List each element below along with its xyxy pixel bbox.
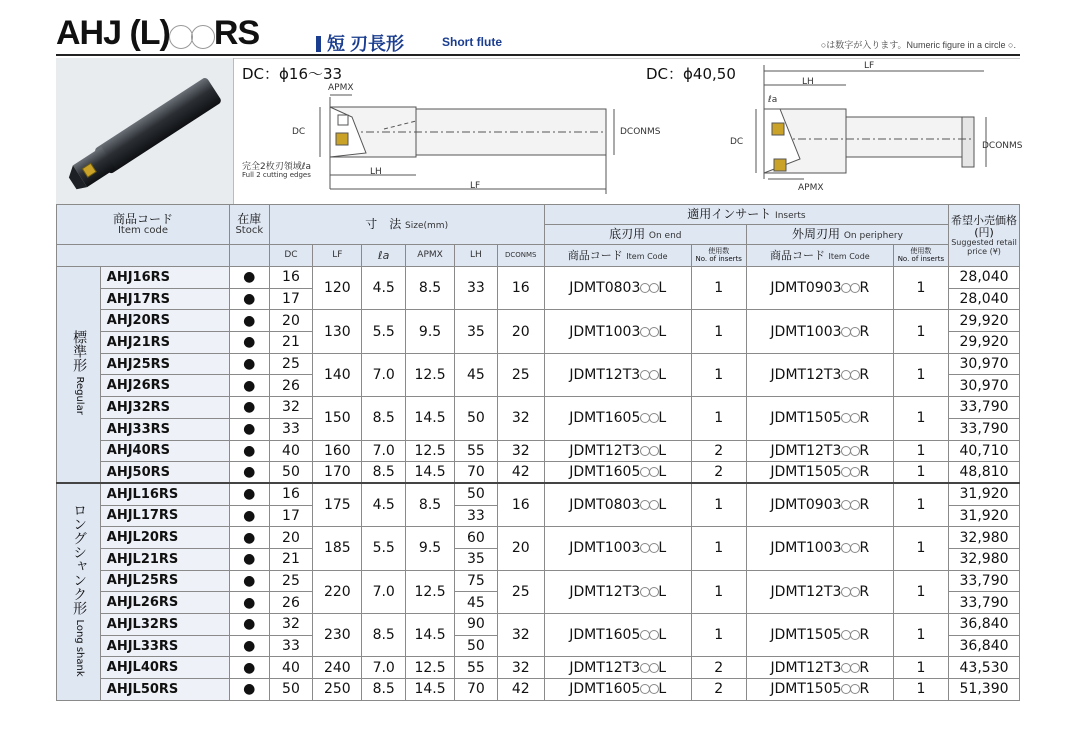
apmx-cell: 12.5 [406, 353, 455, 396]
periphery-insert-code-cell: JDMT1003 R [746, 527, 893, 570]
periphery-insert-code-cell: JDMT1505 R [746, 679, 893, 701]
end-insert-code-cell: JDMT1605 L [544, 679, 691, 701]
label-apmx-large: APMX [798, 183, 824, 193]
stock-cell: ● [229, 462, 269, 484]
apmx-cell: 14.5 [406, 679, 455, 701]
header-inserts: 適用インサート Inserts [544, 205, 948, 225]
table-row [57, 614, 1020, 636]
periphery-insert-code-cell: JDMT1505 R [746, 462, 893, 484]
lh-cell: 75 [455, 570, 498, 592]
stock-cell: ● [229, 505, 269, 527]
header-end-qty: 使用数 No. of inserts [691, 245, 746, 267]
stock-cell: ● [229, 527, 269, 549]
item-code-cell: AHJL40RS [100, 657, 229, 679]
placeholder-circle-icon [850, 630, 860, 640]
end-mill-photo-icon [56, 58, 234, 204]
header-on-periphery: 外周刃用 On periphery [746, 225, 948, 245]
item-code-cell: AHJ20RS [100, 310, 229, 332]
placeholder-circles-icon [170, 16, 214, 55]
price-cell: 33,790 [949, 592, 1020, 614]
item-code-cell: AHJ16RS [100, 267, 229, 289]
dconms-cell: 32 [497, 614, 544, 657]
dconms-cell: 42 [497, 679, 544, 701]
stock-cell: ● [229, 657, 269, 679]
end-qty-cell: 1 [691, 310, 746, 353]
periphery-insert-code-cell: JDMT12T3 R [746, 657, 893, 679]
lf-cell: 130 [313, 310, 362, 353]
periphery-insert-code-cell: JDMT1003 R [746, 310, 893, 353]
item-code-cell: AHJ26RS [100, 375, 229, 397]
apmx-cell: 12.5 [406, 440, 455, 462]
label-la-large: ℓa [768, 95, 778, 105]
dc-cell: 17 [269, 288, 313, 310]
item-code-cell: AHJ21RS [100, 332, 229, 354]
header-periphery-qty: 使用数 No. of inserts [893, 245, 948, 267]
placeholder-circle-icon [850, 467, 860, 477]
dc-cell: 40 [269, 440, 313, 462]
stock-cell: ● [229, 483, 269, 505]
la-cell: 5.5 [362, 527, 406, 570]
lh-cell: 50 [455, 483, 498, 505]
periphery-insert-code-cell: JDMT0903 R [746, 483, 893, 526]
dc-cell: 17 [269, 505, 313, 527]
dconms-cell: 20 [497, 310, 544, 353]
lf-cell: 250 [313, 679, 362, 701]
table-row [57, 527, 1020, 549]
apmx-cell: 14.5 [406, 614, 455, 657]
dc-cell: 33 [269, 418, 313, 440]
placeholder-circle-icon [850, 283, 860, 293]
item-code-cell: AHJL50RS [100, 679, 229, 701]
lh-cell: 33 [455, 267, 498, 310]
table-row [57, 397, 1020, 419]
lf-cell: 240 [313, 657, 362, 679]
subtitle-ja: 短 刃長形 [316, 30, 404, 56]
end-insert-code-cell: JDMT1003 L [544, 527, 691, 570]
stock-cell: ● [229, 440, 269, 462]
dc-cell: 21 [269, 548, 313, 570]
lh-cell: 45 [455, 353, 498, 396]
la-cell: 8.5 [362, 397, 406, 440]
lh-cell: 50 [455, 397, 498, 440]
end-insert-code-cell: JDMT12T3 L [544, 440, 691, 462]
lh-cell: 55 [455, 440, 498, 462]
subtitle-en: Short flute [442, 35, 502, 49]
dc-cell: 25 [269, 570, 313, 592]
periphery-qty-cell: 1 [893, 527, 948, 570]
stock-cell: ● [229, 397, 269, 419]
stock-cell: ● [229, 570, 269, 592]
apmx-cell: 14.5 [406, 397, 455, 440]
header-lf: LF [313, 245, 362, 267]
dc-cell: 16 [269, 267, 313, 289]
price-cell: 51,390 [949, 679, 1020, 701]
lf-cell: 150 [313, 397, 362, 440]
lh-cell: 33 [455, 505, 498, 527]
group-long-shank: ロングシャンク形 Long shank [57, 483, 101, 700]
lh-cell: 90 [455, 614, 498, 636]
item-code-cell: AHJL25RS [100, 570, 229, 592]
lf-cell: 160 [313, 440, 362, 462]
label-lh: LH [370, 167, 382, 177]
price-cell: 31,920 [949, 505, 1020, 527]
placeholder-circle-icon [850, 500, 860, 510]
item-code-cell: AHJL17RS [100, 505, 229, 527]
price-cell: 30,970 [949, 375, 1020, 397]
end-insert-code-cell: JDMT1003 L [544, 310, 691, 353]
header-stock: 在庫 Stock [229, 205, 269, 245]
header-end-code: 商品コード Item Code [544, 245, 691, 267]
item-code-cell: AHJ25RS [100, 353, 229, 375]
la-cell: 7.0 [362, 657, 406, 679]
periphery-qty-cell: 1 [893, 267, 948, 310]
label-lf-large: LF [864, 61, 875, 71]
periphery-qty-cell: 1 [893, 570, 948, 613]
label-dc: DC [292, 127, 306, 137]
la-cell: 7.0 [362, 570, 406, 613]
lf-cell: 120 [313, 267, 362, 310]
table-row [57, 353, 1020, 375]
periphery-insert-code-cell: JDMT12T3 R [746, 353, 893, 396]
stock-cell: ● [229, 353, 269, 375]
stock-cell: ● [229, 332, 269, 354]
dc-cell: 26 [269, 375, 313, 397]
placeholder-circle-icon [850, 543, 860, 553]
dc-cell: 32 [269, 397, 313, 419]
periphery-qty-cell: 1 [893, 462, 948, 484]
stock-cell: ● [229, 310, 269, 332]
periphery-qty-cell: 1 [893, 483, 948, 526]
label-cutting-edge-en: Full 2 cutting edges [242, 171, 311, 179]
end-insert-code-cell: JDMT12T3 L [544, 353, 691, 396]
dc-cell: 25 [269, 353, 313, 375]
lf-cell: 140 [313, 353, 362, 396]
dconms-cell: 42 [497, 462, 544, 484]
apmx-cell: 9.5 [406, 310, 455, 353]
periphery-qty-cell: 1 [893, 440, 948, 462]
group-regular: 標準形 Regular [57, 267, 101, 484]
label-lf: LF [470, 181, 481, 191]
end-qty-cell: 2 [691, 679, 746, 701]
end-qty-cell: 1 [691, 353, 746, 396]
header-on-end: 底刃用 On end [544, 225, 746, 245]
item-code-cell: AHJL20RS [100, 527, 229, 549]
dimension-drawing [234, 58, 1023, 204]
price-cell: 33,790 [949, 397, 1020, 419]
periphery-insert-code-cell: JDMT1505 R [746, 397, 893, 440]
stock-cell: ● [229, 267, 269, 289]
price-cell: 33,790 [949, 418, 1020, 440]
placeholder-circle-icon [850, 684, 860, 694]
end-insert-code-cell: JDMT12T3 L [544, 570, 691, 613]
header-dconms: DCONMS [497, 245, 544, 267]
item-code-cell: AHJ40RS [100, 440, 229, 462]
table-row [57, 462, 1020, 484]
subtitle-bar-icon [316, 36, 321, 52]
end-qty-cell: 2 [691, 462, 746, 484]
lh-cell: 60 [455, 527, 498, 549]
periphery-insert-code-cell: JDMT0903 R [746, 267, 893, 310]
end-qty-cell: 1 [691, 614, 746, 657]
lh-cell: 35 [455, 548, 498, 570]
stock-cell: ● [229, 375, 269, 397]
end-insert-code-cell: JDMT12T3 L [544, 657, 691, 679]
label-cutting-edge-ja: 完全2枚刃領域ℓa [242, 162, 311, 172]
dconms-cell: 32 [497, 397, 544, 440]
dconms-cell: 25 [497, 353, 544, 396]
la-cell: 4.5 [362, 267, 406, 310]
periphery-insert-code-cell: JDMT12T3 R [746, 440, 893, 462]
table-row [57, 570, 1020, 592]
la-cell: 7.0 [362, 353, 406, 396]
header-price: 希望小売価格(円) Suggested retail price (¥) [949, 205, 1020, 267]
lh-cell: 70 [455, 679, 498, 701]
header-dc: DC [269, 245, 313, 267]
apmx-cell: 12.5 [406, 570, 455, 613]
item-code-cell: AHJL21RS [100, 548, 229, 570]
header-lh: LH [455, 245, 498, 267]
lf-cell: 170 [313, 462, 362, 484]
periphery-qty-cell: 1 [893, 353, 948, 396]
end-qty-cell: 1 [691, 397, 746, 440]
table-row [57, 440, 1020, 462]
price-cell: 30,970 [949, 353, 1020, 375]
dconms-cell: 16 [497, 267, 544, 310]
price-cell: 33,790 [949, 570, 1020, 592]
apmx-cell: 9.5 [406, 527, 455, 570]
price-cell: 29,920 [949, 332, 1020, 354]
end-qty-cell: 1 [691, 483, 746, 526]
spec-table [56, 204, 1020, 701]
label-dc-large: DC [730, 137, 744, 147]
la-cell: 4.5 [362, 483, 406, 526]
dconms-cell: 25 [497, 570, 544, 613]
price-cell: 28,040 [949, 288, 1020, 310]
price-cell: 32,980 [949, 548, 1020, 570]
table-row [57, 679, 1020, 701]
dconms-cell: 20 [497, 527, 544, 570]
apmx-cell: 12.5 [406, 657, 455, 679]
stock-cell: ● [229, 635, 269, 657]
price-cell: 48,810 [949, 462, 1020, 484]
price-cell: 40,710 [949, 440, 1020, 462]
dc-cell: 40 [269, 657, 313, 679]
dc-cell: 20 [269, 527, 313, 549]
apmx-cell: 14.5 [406, 462, 455, 484]
header-size: 寸 法 Size(mm) [269, 205, 544, 245]
table-row [57, 267, 1020, 289]
price-cell: 43,530 [949, 657, 1020, 679]
page-title [56, 14, 259, 55]
stock-cell: ● [229, 288, 269, 310]
price-cell: 29,920 [949, 310, 1020, 332]
la-cell: 7.0 [362, 440, 406, 462]
end-qty-cell: 1 [691, 570, 746, 613]
periphery-insert-code-cell: JDMT12T3 R [746, 570, 893, 613]
lf-cell: 220 [313, 570, 362, 613]
end-insert-code-cell: JDMT1605 L [544, 397, 691, 440]
end-insert-code-cell: JDMT1605 L [544, 614, 691, 657]
header-note: ○は数字が入ります。Numeric figure in a circle ○. [820, 40, 1016, 50]
item-code-cell: AHJL32RS [100, 614, 229, 636]
dc-cell: 21 [269, 332, 313, 354]
end-qty-cell: 2 [691, 657, 746, 679]
header-la: ℓa [362, 245, 406, 267]
page-header [56, 10, 1020, 56]
lh-cell: 35 [455, 310, 498, 353]
la-cell: 5.5 [362, 310, 406, 353]
apmx-cell: 8.5 [406, 483, 455, 526]
la-cell: 8.5 [362, 614, 406, 657]
dc-cell: 32 [269, 614, 313, 636]
price-cell: 32,980 [949, 527, 1020, 549]
dc-range-large: DC：ϕ40,50 [646, 65, 736, 83]
dc-range-small: DC：ϕ16～33 [242, 65, 343, 83]
end-qty-cell: 1 [691, 527, 746, 570]
item-code-cell: AHJL26RS [100, 592, 229, 614]
dc-cell: 20 [269, 310, 313, 332]
table-row [57, 483, 1020, 505]
periphery-qty-cell: 1 [893, 679, 948, 701]
lh-cell: 55 [455, 657, 498, 679]
label-dconms-large: DCONMS [982, 141, 1023, 151]
item-code-cell: AHJ50RS [100, 462, 229, 484]
end-qty-cell: 1 [691, 267, 746, 310]
header-periphery-code: 商品コード Item Code [746, 245, 893, 267]
periphery-qty-cell: 1 [893, 310, 948, 353]
lh-cell: 50 [455, 635, 498, 657]
la-cell: 8.5 [362, 679, 406, 701]
price-cell: 31,920 [949, 483, 1020, 505]
stock-cell: ● [229, 548, 269, 570]
item-code-cell: AHJ32RS [100, 397, 229, 419]
placeholder-circle-icon [850, 413, 860, 423]
label-dconms: DCONMS [620, 127, 661, 137]
dconms-cell: 32 [497, 440, 544, 462]
price-cell: 36,840 [949, 635, 1020, 657]
title-prefix: AHJ (L) [56, 14, 170, 52]
dconms-cell: 16 [497, 483, 544, 526]
item-code-cell: AHJL33RS [100, 635, 229, 657]
end-insert-code-cell: JDMT0803 L [544, 267, 691, 310]
item-code-cell: AHJ33RS [100, 418, 229, 440]
end-qty-cell: 2 [691, 440, 746, 462]
title-suffix: RS [213, 14, 260, 52]
price-cell: 28,040 [949, 267, 1020, 289]
lf-cell: 230 [313, 614, 362, 657]
dc-cell: 50 [269, 462, 313, 484]
dconms-cell: 32 [497, 657, 544, 679]
end-insert-code-cell: JDMT0803 L [544, 483, 691, 526]
table-row [57, 310, 1020, 332]
label-lh-large: LH [802, 77, 814, 87]
dc-cell: 50 [269, 679, 313, 701]
lf-cell: 185 [313, 527, 362, 570]
dc-cell: 33 [269, 635, 313, 657]
lf-cell: 175 [313, 483, 362, 526]
apmx-cell: 8.5 [406, 267, 455, 310]
stock-cell: ● [229, 418, 269, 440]
stock-cell: ● [229, 592, 269, 614]
price-cell: 36,840 [949, 614, 1020, 636]
stock-cell: ● [229, 679, 269, 701]
lh-cell: 45 [455, 592, 498, 614]
placeholder-circle-icon [850, 327, 860, 337]
label-apmx: APMX [328, 83, 354, 93]
end-insert-code-cell: JDMT1605 L [544, 462, 691, 484]
table-row [57, 657, 1020, 679]
item-code-cell: AHJL16RS [100, 483, 229, 505]
header-apmx: APMX [406, 245, 455, 267]
header-item-code: 商品コード Item code [57, 205, 230, 245]
periphery-insert-code-cell: JDMT1505 R [746, 614, 893, 657]
dc-cell: 26 [269, 592, 313, 614]
item-code-cell: AHJ17RS [100, 288, 229, 310]
dc-cell: 16 [269, 483, 313, 505]
periphery-qty-cell: 1 [893, 397, 948, 440]
stock-cell: ● [229, 614, 269, 636]
periphery-qty-cell: 1 [893, 614, 948, 657]
tool-photo [56, 58, 234, 204]
lh-cell: 70 [455, 462, 498, 484]
periphery-qty-cell: 1 [893, 657, 948, 679]
la-cell: 8.5 [362, 462, 406, 484]
